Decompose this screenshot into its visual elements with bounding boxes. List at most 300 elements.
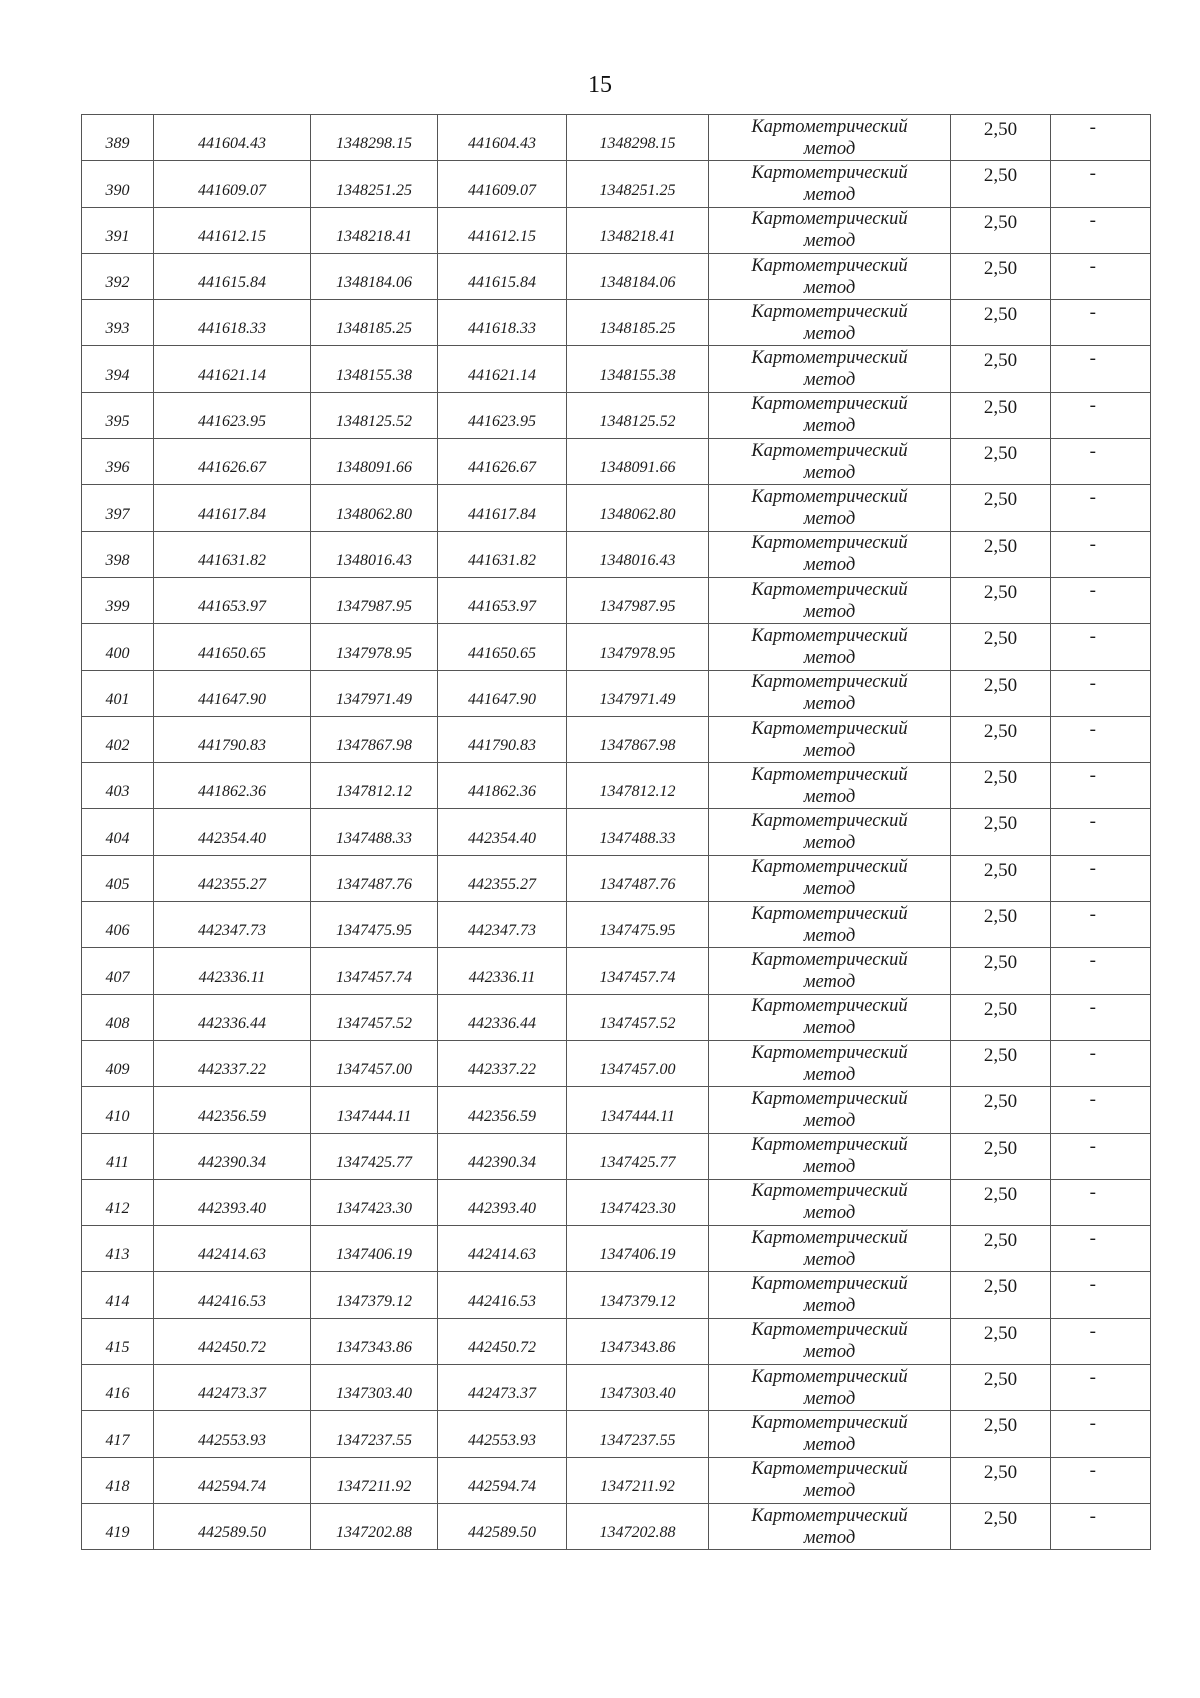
y-old-cell (311, 346, 438, 392)
table-row (82, 1411, 1151, 1457)
x-old-cell-text: 441653.97 (198, 598, 266, 616)
x-old-cell (154, 1457, 311, 1503)
x-new-cell-text: 442393.40 (468, 1200, 536, 1218)
description-value: - (1089, 672, 1096, 694)
accuracy-value: 2,50 (983, 1369, 1018, 1391)
method-line-2: метод (803, 740, 856, 761)
method-cell (709, 253, 951, 299)
y-old-cell (311, 1457, 438, 1503)
accuracy-value: 2,50 (983, 813, 1018, 835)
method-line-2: метод (803, 647, 856, 668)
method-line-1: Картометрический (751, 1505, 908, 1526)
point-number-cell (82, 207, 154, 253)
y-new-cell-text: 1347406.19 (599, 1246, 676, 1264)
description-value: - (1089, 163, 1096, 185)
y-old-cell (311, 577, 438, 623)
y-new-cell (567, 1503, 709, 1549)
description-cell (1051, 1226, 1151, 1272)
accuracy-value: 2,50 (983, 257, 1018, 279)
y-new-cell-text: 1347343.86 (599, 1339, 676, 1357)
y-old-cell-text: 1347487.76 (336, 876, 412, 894)
y-old-cell-text: 1348251.25 (336, 181, 412, 199)
method-cell (709, 207, 951, 253)
y-old-cell-text: 1347812.12 (336, 783, 412, 801)
y-old-cell-text: 1348016.43 (336, 551, 412, 569)
description-cell (1051, 253, 1151, 299)
description-value: - (1089, 302, 1096, 324)
y-old-cell-text: 1347457.74 (336, 968, 412, 986)
y-new-cell (567, 948, 709, 994)
x-new-cell-text: 441653.97 (468, 598, 536, 616)
description-value: - (1089, 1459, 1096, 1481)
point-number-cell (82, 670, 154, 716)
method-line-1: Картометрический (751, 579, 908, 600)
y-old-cell-text: 1347475.95 (336, 922, 412, 940)
table-row (82, 485, 1151, 531)
table-row (82, 115, 1151, 161)
method-cell (709, 346, 951, 392)
table-row (82, 1318, 1151, 1364)
x-new-cell (438, 855, 567, 901)
method-line-2: метод (803, 323, 856, 344)
accuracy-cell (951, 670, 1051, 716)
description-value: - (1089, 348, 1096, 370)
y-new-cell-text: 1347488.33 (599, 829, 676, 847)
accuracy-cell (951, 161, 1051, 207)
accuracy-value: 2,50 (983, 906, 1018, 928)
y-new-cell-text: 1347202.88 (599, 1524, 676, 1542)
method-line-2: метод (803, 277, 856, 298)
x-new-cell-text: 441647.90 (468, 690, 536, 708)
x-new-cell-text: 442553.93 (468, 1431, 536, 1449)
y-old-cell-text: 1347237.55 (336, 1431, 412, 1449)
x-new-cell-text: 441612.15 (468, 227, 536, 245)
accuracy-value: 2,50 (983, 1276, 1018, 1298)
x-new-cell (438, 624, 567, 670)
point-number-cell (82, 1457, 154, 1503)
description-value: - (1089, 1228, 1096, 1250)
description-value: - (1089, 255, 1096, 277)
x-new-cell (438, 948, 567, 994)
point-number-cell (82, 1318, 154, 1364)
x-old-cell-text: 442553.93 (198, 1431, 266, 1449)
point-number-cell (82, 624, 154, 670)
x-old-cell-text: 441609.07 (198, 181, 266, 199)
accuracy-cell (951, 855, 1051, 901)
accuracy-value: 2,50 (983, 674, 1018, 696)
accuracy-cell (951, 577, 1051, 623)
description-value: - (1089, 579, 1096, 601)
y-old-cell-text: 1347457.52 (336, 1014, 412, 1032)
accuracy-value: 2,50 (983, 720, 1018, 742)
x-old-cell-text: 442594.74 (198, 1477, 266, 1495)
x-new-cell (438, 115, 567, 161)
y-new-cell (567, 1272, 709, 1318)
method-line-1: Картометрический (751, 949, 908, 970)
method-line-1: Картометрический (751, 162, 908, 183)
x-old-cell (154, 670, 311, 716)
description-cell (1051, 300, 1151, 346)
x-new-cell-text: 442416.53 (468, 1292, 536, 1310)
page-number: 15 (588, 72, 612, 98)
table-row (82, 1457, 1151, 1503)
method-line-2: метод (803, 1064, 856, 1085)
x-new-cell (438, 716, 567, 762)
table-row (82, 624, 1151, 670)
y-old-cell (311, 1040, 438, 1086)
x-new-cell (438, 439, 567, 485)
x-new-cell (438, 300, 567, 346)
table-row (82, 207, 1151, 253)
y-old-cell-text: 1348091.66 (336, 459, 412, 477)
y-old-cell-text: 1348184.06 (336, 274, 412, 292)
y-old-cell (311, 253, 438, 299)
method-line-1: Картометрический (751, 1412, 908, 1433)
y-new-cell-text: 1348125.52 (599, 413, 676, 431)
y-old-cell (311, 1411, 438, 1457)
point-number-cell (82, 531, 154, 577)
description-cell (1051, 994, 1151, 1040)
description-cell (1051, 855, 1151, 901)
y-old-cell-text: 1347867.98 (336, 737, 412, 755)
x-old-cell-text: 441621.14 (198, 366, 266, 384)
y-old-cell-text: 1348125.52 (336, 413, 412, 431)
y-new-cell (567, 577, 709, 623)
method-cell (709, 1457, 951, 1503)
y-new-cell-text: 1347423.30 (599, 1200, 676, 1218)
point-number-cell (82, 346, 154, 392)
method-line-2: метод (803, 786, 856, 807)
table-row (82, 1226, 1151, 1272)
x-new-cell-text: 442336.11 (468, 968, 536, 986)
y-new-cell (567, 1226, 709, 1272)
y-old-cell-text: 1348185.25 (336, 320, 412, 338)
x-new-cell-text: 441631.82 (468, 551, 536, 569)
y-old-cell-text: 1347406.19 (336, 1246, 412, 1264)
x-new-cell (438, 207, 567, 253)
description-value: - (1089, 1505, 1096, 1527)
y-new-cell-text: 1347457.52 (599, 1014, 676, 1032)
method-line-1: Картометрический (751, 116, 908, 137)
description-value: - (1089, 441, 1096, 463)
accuracy-value: 2,50 (983, 350, 1018, 372)
y-new-cell (567, 994, 709, 1040)
x-new-cell-text: 442414.63 (468, 1246, 536, 1264)
point-number-cell (82, 716, 154, 762)
description-cell (1051, 346, 1151, 392)
accuracy-value: 2,50 (983, 581, 1018, 603)
x-new-cell (438, 161, 567, 207)
y-old-cell (311, 1133, 438, 1179)
x-old-cell (154, 485, 311, 531)
x-old-cell (154, 392, 311, 438)
method-line-2: метод (803, 416, 856, 437)
x-new-cell (438, 253, 567, 299)
y-new-cell (567, 300, 709, 346)
method-cell (709, 1365, 951, 1411)
description-cell (1051, 1318, 1151, 1364)
y-old-cell (311, 855, 438, 901)
x-new-cell (438, 1318, 567, 1364)
x-old-cell (154, 624, 311, 670)
x-new-cell (438, 1457, 567, 1503)
accuracy-value: 2,50 (983, 489, 1018, 511)
y-old-cell (311, 1503, 438, 1549)
x-new-cell (438, 670, 567, 716)
x-old-cell (154, 1179, 311, 1225)
point-number-cell (82, 855, 154, 901)
y-new-cell-text: 1348298.15 (599, 135, 676, 153)
point-number-cell (82, 763, 154, 809)
method-line-2: метод (803, 971, 856, 992)
x-old-cell (154, 1318, 311, 1364)
method-line-1: Картометрический (751, 1366, 908, 1387)
x-new-cell (438, 1133, 567, 1179)
y-new-cell (567, 485, 709, 531)
y-new-cell (567, 1040, 709, 1086)
method-line-2: метод (803, 1388, 856, 1409)
x-new-cell-text: 441626.67 (468, 459, 536, 477)
point-number-cell (82, 994, 154, 1040)
accuracy-value: 2,50 (983, 443, 1018, 465)
x-new-cell-text: 442589.50 (468, 1524, 536, 1542)
description-value: - (1089, 718, 1096, 740)
method-cell (709, 1040, 951, 1086)
point-number-cell-text: 413 (105, 1246, 130, 1264)
x-old-cell-text: 441631.82 (198, 551, 266, 569)
accuracy-cell (951, 948, 1051, 994)
method-line-1: Картометрический (751, 1042, 908, 1063)
y-new-cell (567, 1087, 709, 1133)
y-new-cell (567, 716, 709, 762)
point-number-cell (82, 1411, 154, 1457)
accuracy-value: 2,50 (983, 1415, 1018, 1437)
description-cell (1051, 392, 1151, 438)
description-cell (1051, 115, 1151, 161)
y-new-cell (567, 439, 709, 485)
accuracy-value: 2,50 (983, 1137, 1018, 1159)
accuracy-value: 2,50 (983, 1044, 1018, 1066)
x-old-cell (154, 115, 311, 161)
y-new-cell-text: 1348184.06 (599, 274, 676, 292)
table-row (82, 1087, 1151, 1133)
x-new-cell-text: 441650.65 (468, 644, 536, 662)
x-new-cell-text: 442347.73 (468, 922, 536, 940)
point-number-cell-text: 389 (105, 135, 130, 153)
point-number-cell (82, 1365, 154, 1411)
point-number-cell-text: 390 (105, 181, 130, 199)
method-line-2: метод (803, 1249, 856, 1270)
method-cell (709, 439, 951, 485)
y-new-cell-text: 1347812.12 (599, 783, 676, 801)
x-new-cell-text: 441618.33 (468, 320, 536, 338)
x-new-cell-text: 442594.74 (468, 1477, 536, 1495)
x-old-cell (154, 207, 311, 253)
description-cell (1051, 1087, 1151, 1133)
method-line-2: метод (803, 138, 856, 159)
description-value: - (1089, 209, 1096, 231)
y-old-cell (311, 948, 438, 994)
y-new-cell-text: 1347475.95 (599, 922, 676, 940)
method-line-1: Картометрический (751, 1181, 908, 1202)
method-cell (709, 161, 951, 207)
x-old-cell-text: 442414.63 (198, 1246, 266, 1264)
x-old-cell (154, 902, 311, 948)
method-line-1: Картометрический (751, 301, 908, 322)
point-number-cell (82, 1179, 154, 1225)
y-old-cell-text: 1347457.00 (336, 1061, 412, 1079)
method-cell (709, 1087, 951, 1133)
x-new-cell-text: 441617.84 (468, 505, 536, 523)
x-old-cell-text: 441604.43 (198, 135, 266, 153)
y-new-cell-text: 1347457.74 (599, 968, 676, 986)
y-old-cell-text: 1348298.15 (336, 135, 412, 153)
description-cell (1051, 207, 1151, 253)
accuracy-cell (951, 624, 1051, 670)
y-new-cell-text: 1347379.12 (599, 1292, 676, 1310)
table-row (82, 439, 1151, 485)
accuracy-value: 2,50 (983, 1507, 1018, 1529)
x-new-cell (438, 809, 567, 855)
point-number-cell-text: 401 (105, 690, 130, 708)
y-new-cell (567, 1179, 709, 1225)
description-cell (1051, 1272, 1151, 1318)
x-old-cell-text: 442347.73 (198, 922, 266, 940)
x-old-cell (154, 439, 311, 485)
method-cell (709, 392, 951, 438)
description-cell (1051, 1457, 1151, 1503)
point-number-cell (82, 1133, 154, 1179)
x-old-cell (154, 1040, 311, 1086)
method-line-1: Картометрический (751, 394, 908, 415)
description-value: - (1089, 487, 1096, 509)
description-cell (1051, 485, 1151, 531)
method-line-1: Картометрический (751, 1227, 908, 1248)
method-line-2: метод (803, 509, 856, 530)
point-number-cell (82, 253, 154, 299)
method-line-2: метод (803, 1342, 856, 1363)
x-new-cell-text: 441615.84 (468, 274, 536, 292)
description-cell (1051, 1133, 1151, 1179)
x-new-cell (438, 1087, 567, 1133)
description-cell (1051, 670, 1151, 716)
x-old-cell-text: 441650.65 (198, 644, 266, 662)
method-line-2: метод (803, 462, 856, 483)
y-new-cell-text: 1348218.41 (599, 227, 676, 245)
accuracy-cell (951, 392, 1051, 438)
table-row (82, 1179, 1151, 1225)
point-number-cell-text: 393 (105, 320, 130, 338)
method-line-2: метод (803, 1434, 856, 1455)
method-cell (709, 809, 951, 855)
y-old-cell (311, 392, 438, 438)
y-old-cell (311, 207, 438, 253)
y-new-cell (567, 855, 709, 901)
method-cell (709, 1411, 951, 1457)
y-old-cell-text: 1348062.80 (336, 505, 412, 523)
method-cell (709, 1503, 951, 1549)
x-new-cell (438, 1040, 567, 1086)
table-row (82, 1133, 1151, 1179)
x-new-cell-text: 441862.36 (468, 783, 536, 801)
x-old-cell (154, 531, 311, 577)
x-old-cell (154, 1226, 311, 1272)
accuracy-cell (951, 1179, 1051, 1225)
y-old-cell (311, 624, 438, 670)
description-cell (1051, 809, 1151, 855)
accuracy-cell (951, 439, 1051, 485)
y-old-cell (311, 531, 438, 577)
y-old-cell (311, 809, 438, 855)
point-number-cell-text: 414 (105, 1292, 130, 1310)
y-new-cell-text: 1347425.77 (599, 1153, 676, 1171)
y-new-cell (567, 763, 709, 809)
y-old-cell-text: 1347211.92 (336, 1477, 412, 1495)
method-cell (709, 624, 951, 670)
method-line-1: Картометрический (751, 718, 908, 739)
method-line-2: метод (803, 833, 856, 854)
x-new-cell-text: 441609.07 (468, 181, 536, 199)
y-new-cell-text: 1347211.92 (600, 1477, 675, 1495)
accuracy-value: 2,50 (983, 998, 1018, 1020)
method-line-2: метод (803, 1110, 856, 1131)
y-new-cell (567, 161, 709, 207)
method-line-1: Картометрический (751, 487, 908, 508)
accuracy-value: 2,50 (983, 1322, 1018, 1344)
point-number-cell-text: 402 (105, 737, 130, 755)
point-number-cell (82, 1040, 154, 1086)
accuracy-cell (951, 716, 1051, 762)
accuracy-cell (951, 902, 1051, 948)
method-line-1: Картометрический (751, 1320, 908, 1341)
x-old-cell-text: 442336.11 (198, 968, 266, 986)
description-value: - (1089, 857, 1096, 879)
table-row (82, 763, 1151, 809)
method-line-2: метод (803, 1527, 856, 1548)
accuracy-value: 2,50 (983, 952, 1018, 974)
point-number-cell-text: 407 (105, 968, 130, 986)
x-new-cell (438, 392, 567, 438)
table-row (82, 531, 1151, 577)
point-number-cell (82, 1087, 154, 1133)
y-new-cell (567, 253, 709, 299)
x-new-cell (438, 763, 567, 809)
method-line-2: метод (803, 694, 856, 715)
accuracy-value: 2,50 (983, 211, 1018, 233)
description-cell (1051, 1365, 1151, 1411)
y-old-cell (311, 716, 438, 762)
y-new-cell-text: 1347444.11 (600, 1107, 675, 1125)
x-old-cell (154, 1365, 311, 1411)
method-line-2: метод (803, 1157, 856, 1178)
point-number-cell (82, 485, 154, 531)
point-number-cell-text: 394 (105, 366, 130, 384)
x-new-cell (438, 1226, 567, 1272)
table-row (82, 161, 1151, 207)
description-cell (1051, 439, 1151, 485)
method-cell (709, 948, 951, 994)
y-new-cell-text: 1347867.98 (599, 737, 676, 755)
table-row (82, 300, 1151, 346)
y-old-cell-text: 1347987.95 (336, 598, 412, 616)
description-value: - (1089, 533, 1096, 555)
point-number-cell-text: 406 (105, 922, 130, 940)
method-line-1: Картометрический (751, 209, 908, 230)
table-row (82, 994, 1151, 1040)
method-cell (709, 716, 951, 762)
method-line-2: метод (803, 601, 856, 622)
method-cell (709, 855, 951, 901)
